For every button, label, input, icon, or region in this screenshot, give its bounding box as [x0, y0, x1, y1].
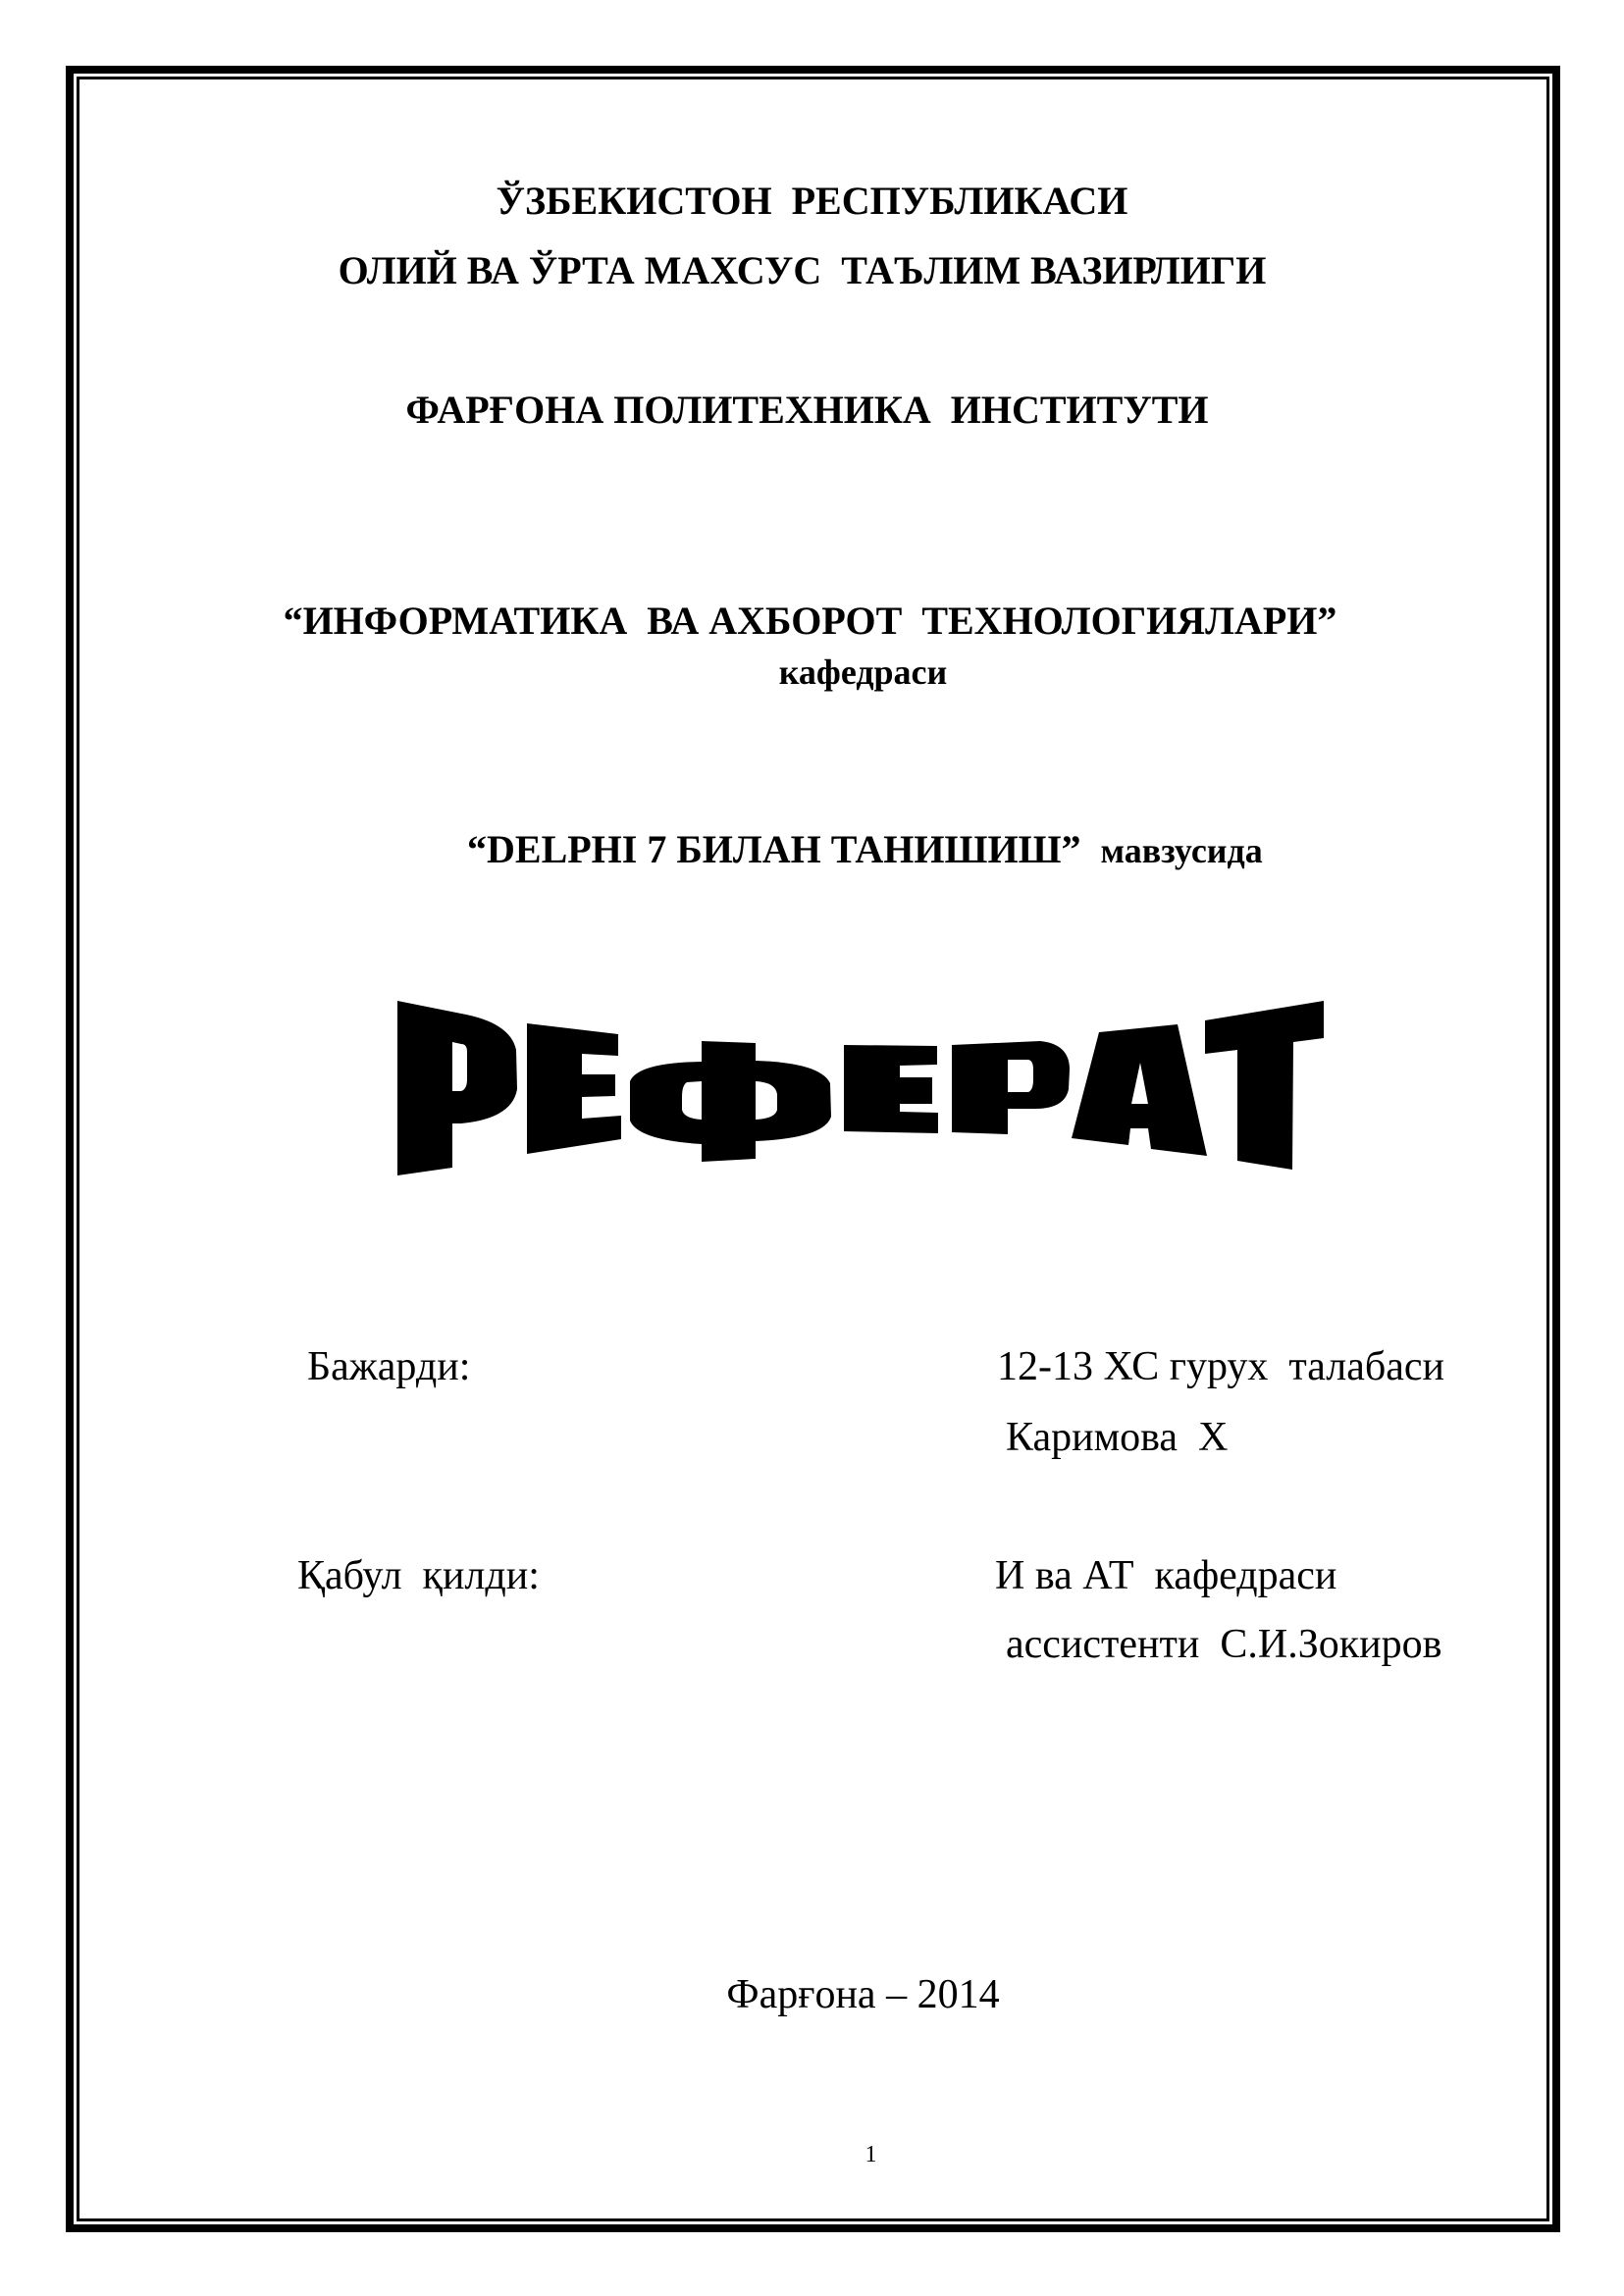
country-heading: ЎЗБЕКИСТОН РЕСПУБЛИКАСИ [496, 179, 1128, 223]
performed-label: Бажарди: [307, 1344, 471, 1389]
topic-title: “DELPHI 7 БИЛАН ТАНИШИШ” [467, 827, 1081, 871]
page-number: 1 [864, 2142, 877, 2167]
institute-heading: ФАРҒОНА ПОЛИТЕХНИКА ИНСТИТУТИ [405, 388, 1209, 432]
topic-line [428, 791, 1263, 909]
accepted-assistant-name: ассистенти С.И.Зокиров [1006, 1622, 1442, 1667]
department-suffix: кафедраси [778, 652, 948, 692]
place-year: Фарғона – 2014 [726, 1972, 1000, 2017]
performed-student-name: Каримова Х [1006, 1415, 1229, 1460]
topic-suffix: мавзусида [1100, 831, 1263, 870]
performed-group: 12-13 ХС гурух талабаси [997, 1344, 1445, 1389]
referat-wordart [393, 996, 1330, 1182]
department-name: “ИНФОРМАТИКА ВА АХБОРОТ ТЕХНОЛОГИЯЛАРИ” [283, 599, 1337, 643]
ministry-heading: ОЛИЙ ВА ЎРТА МАХСУС ТАЪЛИМ ВАЗИРЛИГИ [338, 248, 1267, 292]
accepted-department: И ва АТ кафедраси [995, 1553, 1337, 1598]
accepted-label: Қабул қилди: [297, 1553, 540, 1598]
